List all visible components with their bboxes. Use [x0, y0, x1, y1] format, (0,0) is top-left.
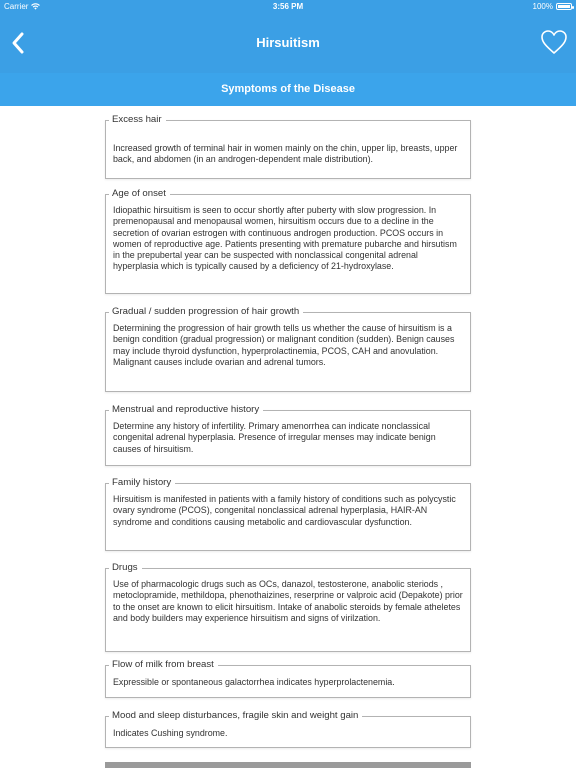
card-hair-growth-progression	[105, 304, 471, 392]
carrier-label: Carrier	[4, 2, 29, 11]
favorite-button[interactable]	[540, 29, 568, 55]
card-title: Family history	[109, 475, 175, 491]
card-title: Age of onset	[109, 186, 170, 202]
card-family-history	[105, 475, 471, 551]
card-body: Determine any history of infertility. Primary amenorrhea can indicate nonclassical congenital adrenal hyperplasia. Presence of irregular menses may indicate benign causes of hirsuitism.	[113, 421, 436, 454]
card-title: Flow of milk from breast	[109, 657, 218, 673]
card-title: Gradual / sudden progression of hair growth	[109, 304, 303, 320]
card-body: Idiopathic hirsuitism is seen to occur shortly after puberty with slow progression. In premenopausal and menopausal women, hirsuitism occurs due to a decline in the secretion of ovarian estrogen with continuous androgen production. PCOS occurs in women of reproductive age. Patients presenting with premature pubarche and hirsutism in the prepubertal year can be suspected with nonclassical congenital adrenal hyperplasia which is typically caused by a deficiency of 21-hydroxylase.	[113, 205, 457, 272]
card-title: Drugs	[109, 560, 142, 576]
card-drugs	[105, 560, 471, 652]
card-body: Use of pharmacologic drugs such as OCs, danazol, testosterone, anabolic steriods , metoclopramide, methildopa, phenothaizines, reserprine or valproic acid (Depakote) prior to the onset are known to elicit hirsuitism. Intake of anabolic steroids by female atheletes and body builders may experience hirsuitism and signs of virilzation.	[113, 579, 463, 623]
card-milk-flow	[105, 657, 471, 698]
page-title: Hirsuitism	[256, 35, 320, 50]
card-body: Increased growth of terminal hair in women mainly on the chin, upper lip, breasts, upper back, and abdomen (in an androgen-dependent male distribution).	[113, 143, 458, 165]
heart-icon	[540, 29, 568, 55]
card-mood-sleep	[105, 708, 471, 748]
card-body: Hirsuitism is manifested in patients with a family history of conditions such as polycystic ovary syndrome (PCOS), congenital nonclassical adrenal hyperplasia, HAIR-AN syndrome and conditions causing metabolic and cardiovascular dysfunction.	[113, 494, 456, 527]
nav-bar	[0, 13, 576, 73]
section-header: Symptoms of the Disease	[0, 73, 576, 106]
next-section-bar[interactable]	[105, 762, 471, 768]
card-title: Menstrual and reproductive history	[109, 402, 263, 418]
card-age-of-onset	[105, 186, 471, 294]
card-title: Mood and sleep disturbances, fragile skin and weight gain	[109, 708, 362, 724]
card-excess-hair	[105, 112, 471, 179]
status-bar	[0, 0, 576, 13]
battery-icon	[556, 3, 572, 10]
battery-percent: 100%	[532, 2, 553, 11]
card-body: Determining the progression of hair growth tells us whether the cause of hirsuitism is a benign condition (gradual progression) or malignant condition (sudden). Benign causes may include thyroid dysfunction, hyperprolactinemia, PCOS, CAH and anovulation. Malignant causes include ovarian and adrenal tumors.	[113, 323, 455, 367]
card-title: Excess hair	[109, 112, 166, 128]
battery-fill	[558, 5, 570, 8]
card-menstrual-history	[105, 402, 471, 466]
card-body: Expressible or spontaneous galactorrhea indicates hyperprolactenemia.	[113, 677, 395, 687]
card-body: Indicates Cushing syndrome.	[113, 728, 228, 738]
status-time: 3:56 PM	[272, 2, 304, 11]
